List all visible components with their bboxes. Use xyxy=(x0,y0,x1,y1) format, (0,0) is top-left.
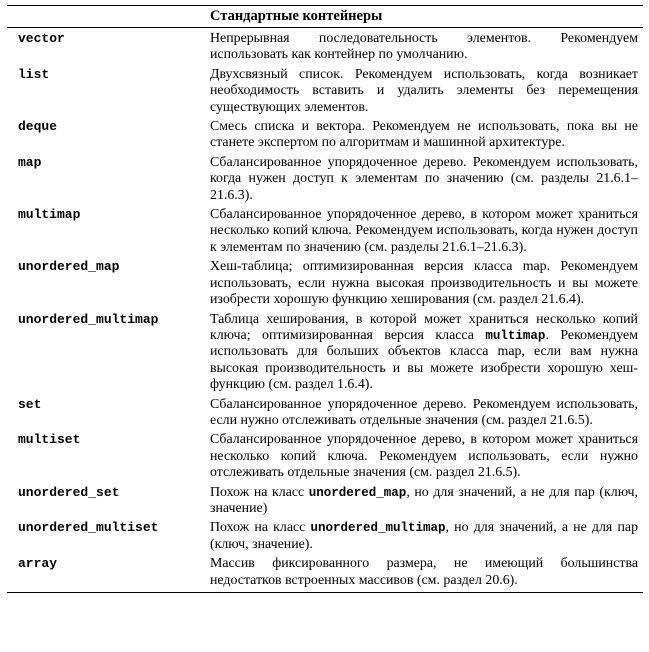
container-name: unordered_multiset xyxy=(18,520,159,536)
container-description: Сбалансированное упорядоченное дерево. Рекомендуем использовать, если нужно отслеживать отдельные значения (см. раздел 21.6.5). xyxy=(210,396,638,428)
container-name: array xyxy=(18,556,58,572)
container-description: Непрерывная последовательность элементов. Рекомендуем использовать как контейнер по умолчанию. xyxy=(210,31,638,63)
bottom-rule xyxy=(7,592,643,593)
description-text: , но для значений, а не для пар (ключ, значение). xyxy=(210,520,639,552)
table-row xyxy=(7,155,643,204)
description-text: Похож на класс xyxy=(210,484,309,500)
container-name: deque xyxy=(18,119,58,135)
container-description xyxy=(210,312,638,394)
table-row xyxy=(7,31,643,64)
container-name: unordered_set xyxy=(18,484,120,500)
table-row xyxy=(7,556,643,589)
container-description: Сбалансированное упорядоченное дерево, в котором может храниться несколько копий ключа. Рекомендуем использовать, если нужно отслеживать отдельные значения (см. раздел 21.6.5). xyxy=(210,432,638,481)
container-description: Массив фиксированного размера, не имеющий большинства недостатков встроенных массивов (см. раздел 20.6). xyxy=(210,556,638,588)
container-description: Хеш-таблица; оптимизированная версия класса map. Рекомендуем использовать, если нужна высокая производительность и вы можете изобрести хорошую функцию хеширования (см. раздел 21.6.4). xyxy=(210,259,638,308)
table-row xyxy=(7,432,643,481)
table-row xyxy=(7,119,643,152)
table-row xyxy=(7,67,643,116)
table-row xyxy=(7,397,643,430)
inline-code: unordered_map xyxy=(308,485,407,500)
container-name: multimap xyxy=(18,207,81,223)
container-description: Сбалансированное упорядоченное дерево, в котором может храниться несколько копий ключа. Рекомендуем использовать, когда нужен доступ к элементам по значению (см. разделы 21.6.1–21.6.3). xyxy=(210,207,638,255)
container-description: Двухсвязный список. Рекомендуем использовать, когда возникает необходимость вставить и удалить элементы без перемещения существующих элементов. xyxy=(210,66,638,115)
description-text: , но для значений, а не для пар (ключ, значение) xyxy=(210,484,638,516)
container-name: vector xyxy=(18,31,65,46)
container-description xyxy=(210,520,638,553)
container-name: map xyxy=(18,154,42,170)
description-text: . Рекомендуем использовать для больших объектов класса map, если вам нужна высокая производительность и вы можете изобрести хорошую хеш-функцию (см. раздел 1.6.4). xyxy=(210,327,638,393)
description-text: Таблица хеширования, в которой может храниться несколько копий ключа; оптимизированная версия класса xyxy=(210,311,638,343)
table-row xyxy=(7,259,643,308)
container-name: list xyxy=(18,66,50,82)
table-row xyxy=(7,312,643,394)
table-row xyxy=(7,520,643,553)
container-name: multiset xyxy=(18,432,81,448)
container-description: Сбалансированное упорядоченное дерево. Рекомендуем использовать, когда нужен доступ к элементам по значению (см. разделы 21.6.1–21.6.3). xyxy=(210,154,638,203)
table-row xyxy=(7,207,643,256)
description-text: Похож на класс xyxy=(210,520,311,536)
container-name: unordered_map xyxy=(18,259,120,275)
container-name: unordered_multimap xyxy=(18,311,159,327)
table-row xyxy=(7,485,643,518)
table-title: Стандартные контейнеры xyxy=(210,8,383,24)
containers-table xyxy=(7,5,643,593)
container-description: Смесь списка и вектора. Рекомендуем не использовать, пока вы не станете экспертом по алгоритмам и машинной архитектуре. xyxy=(210,119,638,151)
inline-code: multimap xyxy=(485,328,546,343)
inline-code: unordered_multimap xyxy=(310,521,446,536)
container-name: set xyxy=(18,396,42,412)
table-header xyxy=(7,6,643,27)
container-description xyxy=(210,485,638,518)
table-body xyxy=(7,28,643,589)
